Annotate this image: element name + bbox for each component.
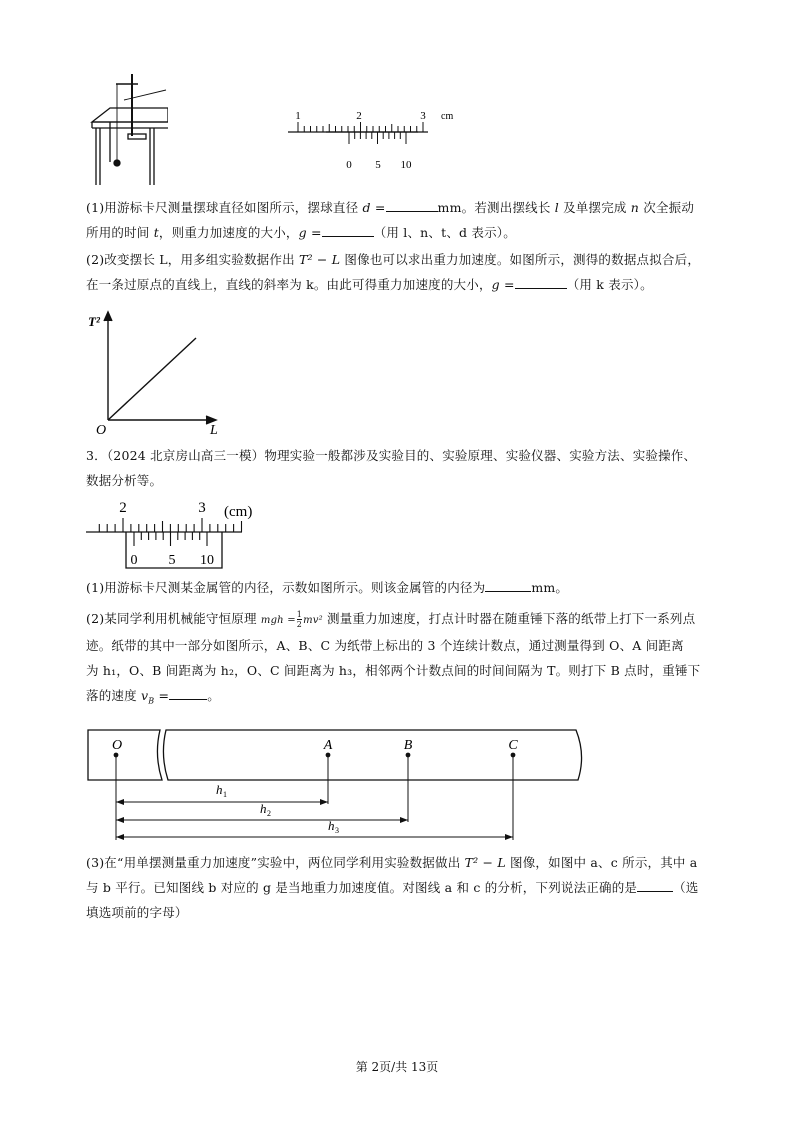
- caliper1-main-label: 3: [420, 110, 426, 122]
- q2-part1: [86, 195, 712, 245]
- text: （用 l、n、t、d 表示）。: [373, 225, 516, 240]
- caliper1-vernier-label: 0: [346, 159, 352, 171]
- text: (1)用游标卡尺测某金属管的内径，示数如图所示。则该金属管的内径为: [86, 580, 486, 595]
- caliper2-main-label: 3: [198, 500, 206, 516]
- text: 所用的时间: [86, 225, 154, 240]
- formula-mv2: mv²: [303, 615, 323, 626]
- text: mm。: [531, 580, 569, 595]
- text: =: [154, 688, 170, 703]
- n-var: n: [630, 200, 640, 215]
- tape-label-O: O: [111, 738, 123, 753]
- text: 及单摆完成: [558, 200, 631, 215]
- d-var: d =: [362, 200, 386, 215]
- caliper2-main-label: 2: [119, 500, 127, 516]
- answer-blank-g1[interactable]: [322, 224, 374, 237]
- g-var: g =: [491, 277, 515, 292]
- text: 。: [207, 688, 220, 703]
- vernier-caliper-1: [286, 104, 476, 179]
- dim-h3: h: [328, 818, 335, 833]
- tape-label-C: C: [508, 738, 518, 753]
- caliper1-main-label: 1: [295, 110, 301, 122]
- vernier-caliper-2: [86, 494, 266, 570]
- text: 落的速度: [86, 688, 141, 703]
- text: （选: [673, 880, 699, 895]
- text: 图像，如图中 a、c 所示，其中 a: [505, 855, 698, 870]
- dim-h2-sub: 2: [267, 809, 271, 818]
- dim-h1-sub: 1: [223, 790, 227, 799]
- formula-mgh: mgh =: [260, 615, 296, 626]
- answer-blank-g2[interactable]: [515, 276, 567, 289]
- paper-tape-figure: [86, 722, 596, 844]
- text: (2)改变摆长 L，用多组实验数据作出: [86, 252, 299, 267]
- q3-part2: [86, 606, 712, 714]
- tape-label-B: B: [403, 738, 413, 753]
- text: 填选项前的字母）: [86, 905, 188, 920]
- text: 数据分析等。: [86, 473, 163, 488]
- t2-l-formula: T² − L: [464, 855, 506, 870]
- l-var: l: [554, 200, 559, 215]
- text: 迹。纸带的其中一部分如图所示，A、B、C 为纸带上标出的 3 个连续计数点，通过测量得到 O、A 间距离: [86, 638, 684, 653]
- answer-blank-d[interactable]: [386, 199, 438, 212]
- text: 测量重力加速度，打点计时器在随重锤下落的纸带上打下一系列点: [322, 611, 696, 626]
- q3-header: [86, 443, 712, 493]
- text: (3)在“用单摆测量重力加速度”实验中，两位同学利用实验数据做出: [86, 855, 465, 870]
- t2-l-graph: [86, 308, 226, 436]
- caliper2-unit: (cm): [224, 504, 253, 520]
- text: (2)某同学利用机械能守恒原理: [86, 611, 261, 626]
- caliper2-vernier-label: 0: [130, 553, 138, 568]
- text: mm。若测出摆线长: [437, 200, 555, 215]
- text: 次全振动: [639, 200, 695, 215]
- dim-h3-sub: 3: [335, 826, 339, 835]
- graph-origin: O: [96, 423, 107, 436]
- vb-sub: B: [148, 696, 155, 706]
- graph-x-label: L: [210, 423, 218, 436]
- dim-h1: h: [216, 782, 223, 797]
- text: 在一条过原点的直线上，直线的斜率为 k。由此可得重力加速度的大小，: [86, 277, 492, 292]
- tape-label-A: A: [323, 738, 333, 753]
- q2-part2: [86, 247, 712, 297]
- t2-l-formula: T² − L: [298, 252, 341, 267]
- q3-part3: [86, 850, 712, 925]
- text: ，则重力加速度的大小，: [158, 225, 299, 240]
- t-var: t: [153, 225, 159, 240]
- page-footer: 第 2页/共 13页: [355, 1060, 439, 1074]
- caliper2-vernier-label: 5: [168, 553, 176, 568]
- caliper1-unit: cm: [441, 111, 454, 122]
- q3-part1: [86, 575, 712, 600]
- answer-blank-vb[interactable]: [169, 687, 207, 700]
- text: 图像也可以求出重力加速度。如图所示，测得的数据点拟合后，: [340, 252, 701, 267]
- text: 为 h₁，O、B 间距离为 h₂，O、C 间距离为 h₃，相邻两个计数点间的时间间隔为 T。则打下 B 点时，重锤下: [86, 663, 701, 678]
- caliper2-vernier-label: 10: [200, 553, 214, 568]
- answer-blank-choice[interactable]: [637, 879, 673, 892]
- dim-h2: h: [260, 801, 267, 816]
- caliper1-main-label: 2: [356, 110, 362, 122]
- text: (1)用游标卡尺测量摆球直径如图所示，摆球直径: [86, 200, 363, 215]
- answer-blank-diameter[interactable]: [485, 579, 531, 592]
- text: （用 k 表示）。: [566, 277, 653, 292]
- text: 与 b 平行。已知图线 b 对应的 g 是当地重力加速度值。对图线 a 和 c 的分析，下列说法正确的是: [86, 880, 638, 895]
- vb-var: v: [140, 688, 149, 703]
- pendulum-figure: [88, 70, 168, 188]
- caliper1-vernier-label: 10: [400, 159, 412, 171]
- caliper1-vernier-label: 5: [375, 159, 381, 171]
- g-var: g =: [298, 225, 322, 240]
- text: 3．（2024 北京房山高三一模）物理实验一般都涉及实验目的、实验原理、实验仪器、实验方法、实验操作、: [86, 448, 697, 463]
- fraction-half: $\frac{1}{2}$: [296, 610, 303, 629]
- graph-y-label: T²: [88, 314, 100, 329]
